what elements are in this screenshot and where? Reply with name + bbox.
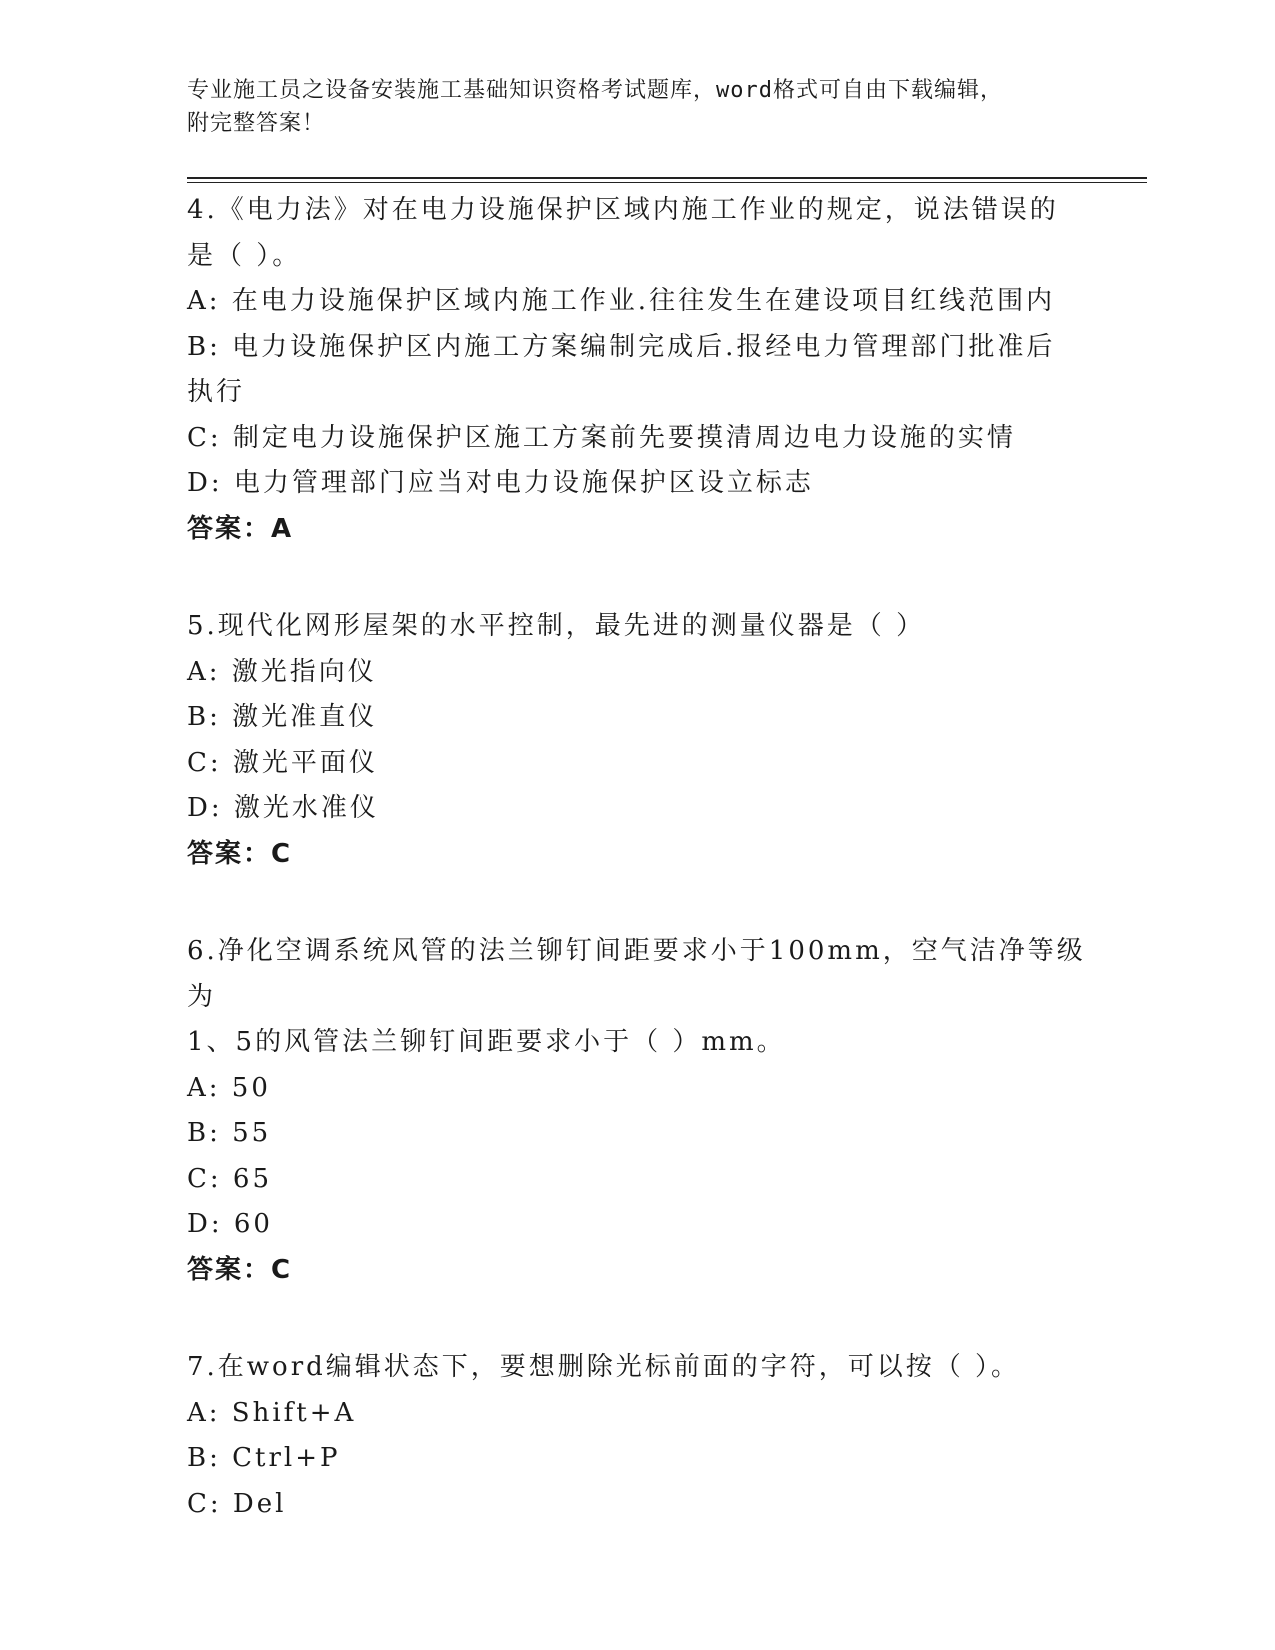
answer-label: 答案：A xyxy=(187,513,294,544)
question-stem-line: 4.《电力法》对在电力设施保护区域内施工作业的规定，说法错误的 xyxy=(187,195,1059,225)
option-b: B: 激光准直仪 xyxy=(187,702,378,732)
option-a: A: 50 xyxy=(187,1072,271,1103)
option-a: A: 激光指向仪 xyxy=(187,656,377,687)
question-item xyxy=(187,1345,1087,1527)
question-stem-line: 1、5的风管法兰铆钉间距要求小于（ ）mm。 xyxy=(187,1027,786,1057)
option-c: C: 制定电力设施保护区施工方案前先要摸清周边电力设施的实情 xyxy=(187,422,1016,453)
header-divider-thin xyxy=(187,182,1147,183)
question-item xyxy=(187,188,1087,552)
option-b-continuation: 执行 xyxy=(187,377,246,407)
question-stem-line: 是（ ）。 xyxy=(187,240,302,271)
answer-label: 答案：C xyxy=(187,838,293,869)
header-divider-thick xyxy=(187,177,1147,179)
option-b: B: Ctrl+P xyxy=(187,1443,341,1473)
question-list xyxy=(187,188,1087,1527)
option-c: C: 65 xyxy=(187,1163,273,1194)
document-header xyxy=(187,74,1067,140)
question-stem-line: 6.净化空调系统风管的法兰铆钉间距要求小于100mm，空气洁净等级为 xyxy=(187,936,1086,1012)
option-b: B: 55 xyxy=(187,1118,272,1148)
question-stem-line: 7.在word编辑状态下，要想删除光标前面的字符，可以按（ ）。 xyxy=(187,1352,1021,1382)
header-line-1: 专业施工员之设备安装施工基础知识资格考试题库，word格式可自由下载编辑， xyxy=(187,78,1003,103)
question-stem-line: 5.现代化网形屋架的水平控制，最先进的测量仪器是（ ） xyxy=(187,611,926,641)
option-d: D: 60 xyxy=(187,1209,273,1239)
question-item xyxy=(187,604,1087,877)
option-a: A: 在电力设施保护区域内施工作业.往往发生在建设项目红线范围内 xyxy=(187,286,1056,316)
option-c: C: Del xyxy=(187,1488,287,1519)
question-item xyxy=(187,929,1087,1293)
header-line-2: 附完整答案！ xyxy=(187,111,326,136)
option-c: C: 激光平面仪 xyxy=(187,747,378,778)
option-a: A: Shift+A xyxy=(187,1397,357,1428)
answer-label: 答案：C xyxy=(187,1254,293,1285)
option-d: D: 激光水准仪 xyxy=(187,793,379,823)
option-d: D: 电力管理部门应当对电力设施保护区设立标志 xyxy=(187,468,814,498)
option-b: B: 电力设施保护区内施工方案编制完成后.报经电力管理部门批准后 xyxy=(187,331,1056,362)
